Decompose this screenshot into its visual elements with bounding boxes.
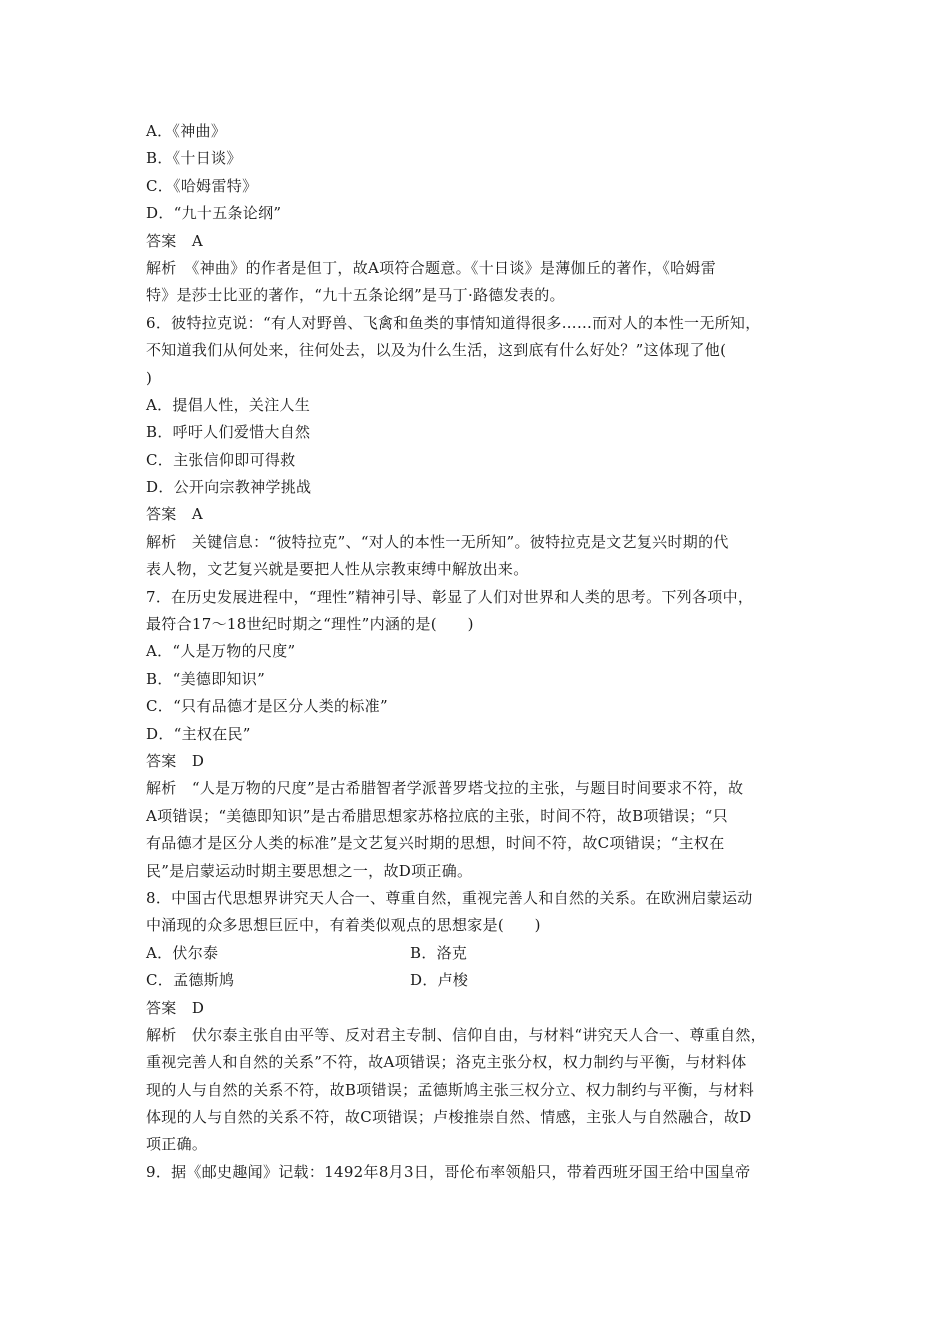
analysis-line: 解析 “人是万物的尺度”是古希腊智者学派普罗塔戈拉的主张，与题目时间要求不符，故	[146, 779, 744, 798]
answer: 答案 D	[146, 751, 205, 770]
question-5	[146, 118, 826, 310]
analysis-line: A项错误；“美德即知识”是古希腊思想家苏格拉底的主张，时间不符，故B项错误；“只	[146, 806, 728, 825]
analysis-line: 重视完善人和自然的关系”不符，故A项错误；洛克主张分权，权力制约与平衡，与材料体	[146, 1053, 747, 1072]
option-c: C．《哈姆雷特》	[146, 176, 258, 195]
options-row	[146, 940, 826, 967]
question-stem-line: )	[146, 368, 153, 387]
option-b: B．《十日谈》	[146, 149, 242, 168]
question-stem-line: 7．在历史发展进程中，“理性”精神引导、彰显了人们对世界和人类的思考。下列各项中，	[146, 587, 754, 606]
analysis-line: 有品德才是区分人类的标准”是文艺复兴时期的思想，时间不符，故C项错误；“主权在	[146, 834, 725, 853]
option-d: D．公开向宗教神学挑战	[146, 478, 312, 497]
question-stem-line: 中涌现的众多思想巨匠中，有着类似观点的思想家是( )	[146, 916, 541, 935]
analysis-line: 解析 关键信息：“彼特拉克”、“对人的本性一无所知”。彼特拉克是文艺复兴时期的代	[146, 532, 729, 551]
question-stem-line: 最符合17～18世纪时期之“理性”内涵的是( )	[146, 615, 474, 634]
answer: 答案 A	[146, 231, 204, 250]
question-6	[146, 310, 826, 584]
analysis-line: 解析 《神曲》的作者是但丁，故A项符合题意。《十日谈》是薄伽丘的著作，《哈姆雷	[146, 258, 717, 277]
answer: 答案 D	[146, 998, 205, 1017]
question-9	[146, 1159, 826, 1186]
option-d: D．“九十五条论纲”	[146, 204, 282, 223]
option-b: B．“美德即知识”	[146, 669, 266, 688]
document-page	[146, 118, 826, 1186]
option-d: D．“主权在民”	[146, 724, 251, 743]
option-b: B．洛克	[410, 943, 468, 962]
option-a: A．提倡人性，关注人生	[146, 395, 311, 414]
options-row	[146, 967, 826, 994]
analysis-line: 民”是启蒙运动时期主要思想之一，故D项正确。	[146, 861, 473, 880]
option-c: C．孟德斯鸠	[146, 971, 235, 990]
question-stem-line: 9．据《邮史趣闻》记载：1492年8月3日，哥伦布率领船只，带着西班牙国王给中国皇帝	[146, 1162, 751, 1181]
question-stem-line: 不知道我们从何处来，往何处去，以及为什么生活，这到底有什么好处？”这体现了他(	[146, 341, 727, 360]
question-7	[146, 584, 826, 885]
option-c: C．“只有品德才是区分人类的标准”	[146, 697, 388, 716]
answer: 答案 A	[146, 505, 204, 524]
option-b: B．呼吁人们爱惜大自然	[146, 423, 311, 442]
option-c: C．主张信仰即可得救	[146, 450, 296, 469]
option-d: D．卢梭	[410, 971, 469, 990]
analysis-line: 体现的人与自然的关系不符，故C项错误；卢梭推崇自然、情感，主张人与自然融合，故D	[146, 1108, 752, 1127]
analysis-line: 解析 伏尔泰主张自由平等、反对君主专制、信仰自由，与材料“讲究天人合一、尊重自然，	[146, 1025, 766, 1044]
option-a: A．《神曲》	[146, 122, 227, 140]
question-8	[146, 885, 826, 1159]
question-stem-line: 6．彼特拉克说：“有人对野兽、飞禽和鱼类的事情知道得很多……而对人的本性一无所知，	[146, 313, 761, 332]
option-a: A．伏尔泰	[146, 943, 219, 962]
option-a: A．“人是万物的尺度”	[146, 642, 296, 661]
analysis-line: 表人物，文艺复兴就是要把人性从宗教束缚中解放出来。	[146, 560, 529, 579]
analysis-line: 项正确。	[146, 1135, 208, 1154]
question-stem-line: 8．中国古代思想界讲究天人合一、尊重自然，重视完善人和自然的关系。在欧洲启蒙运动	[146, 888, 753, 907]
analysis-line: 现的人与自然的关系不符，故B项错误；孟德斯鸠主张三权分立、权力制约与平衡，与材料	[146, 1080, 755, 1099]
analysis-line: 特》是莎士比亚的著作，“九十五条论纲”是马丁·路德发表的。	[146, 286, 565, 305]
